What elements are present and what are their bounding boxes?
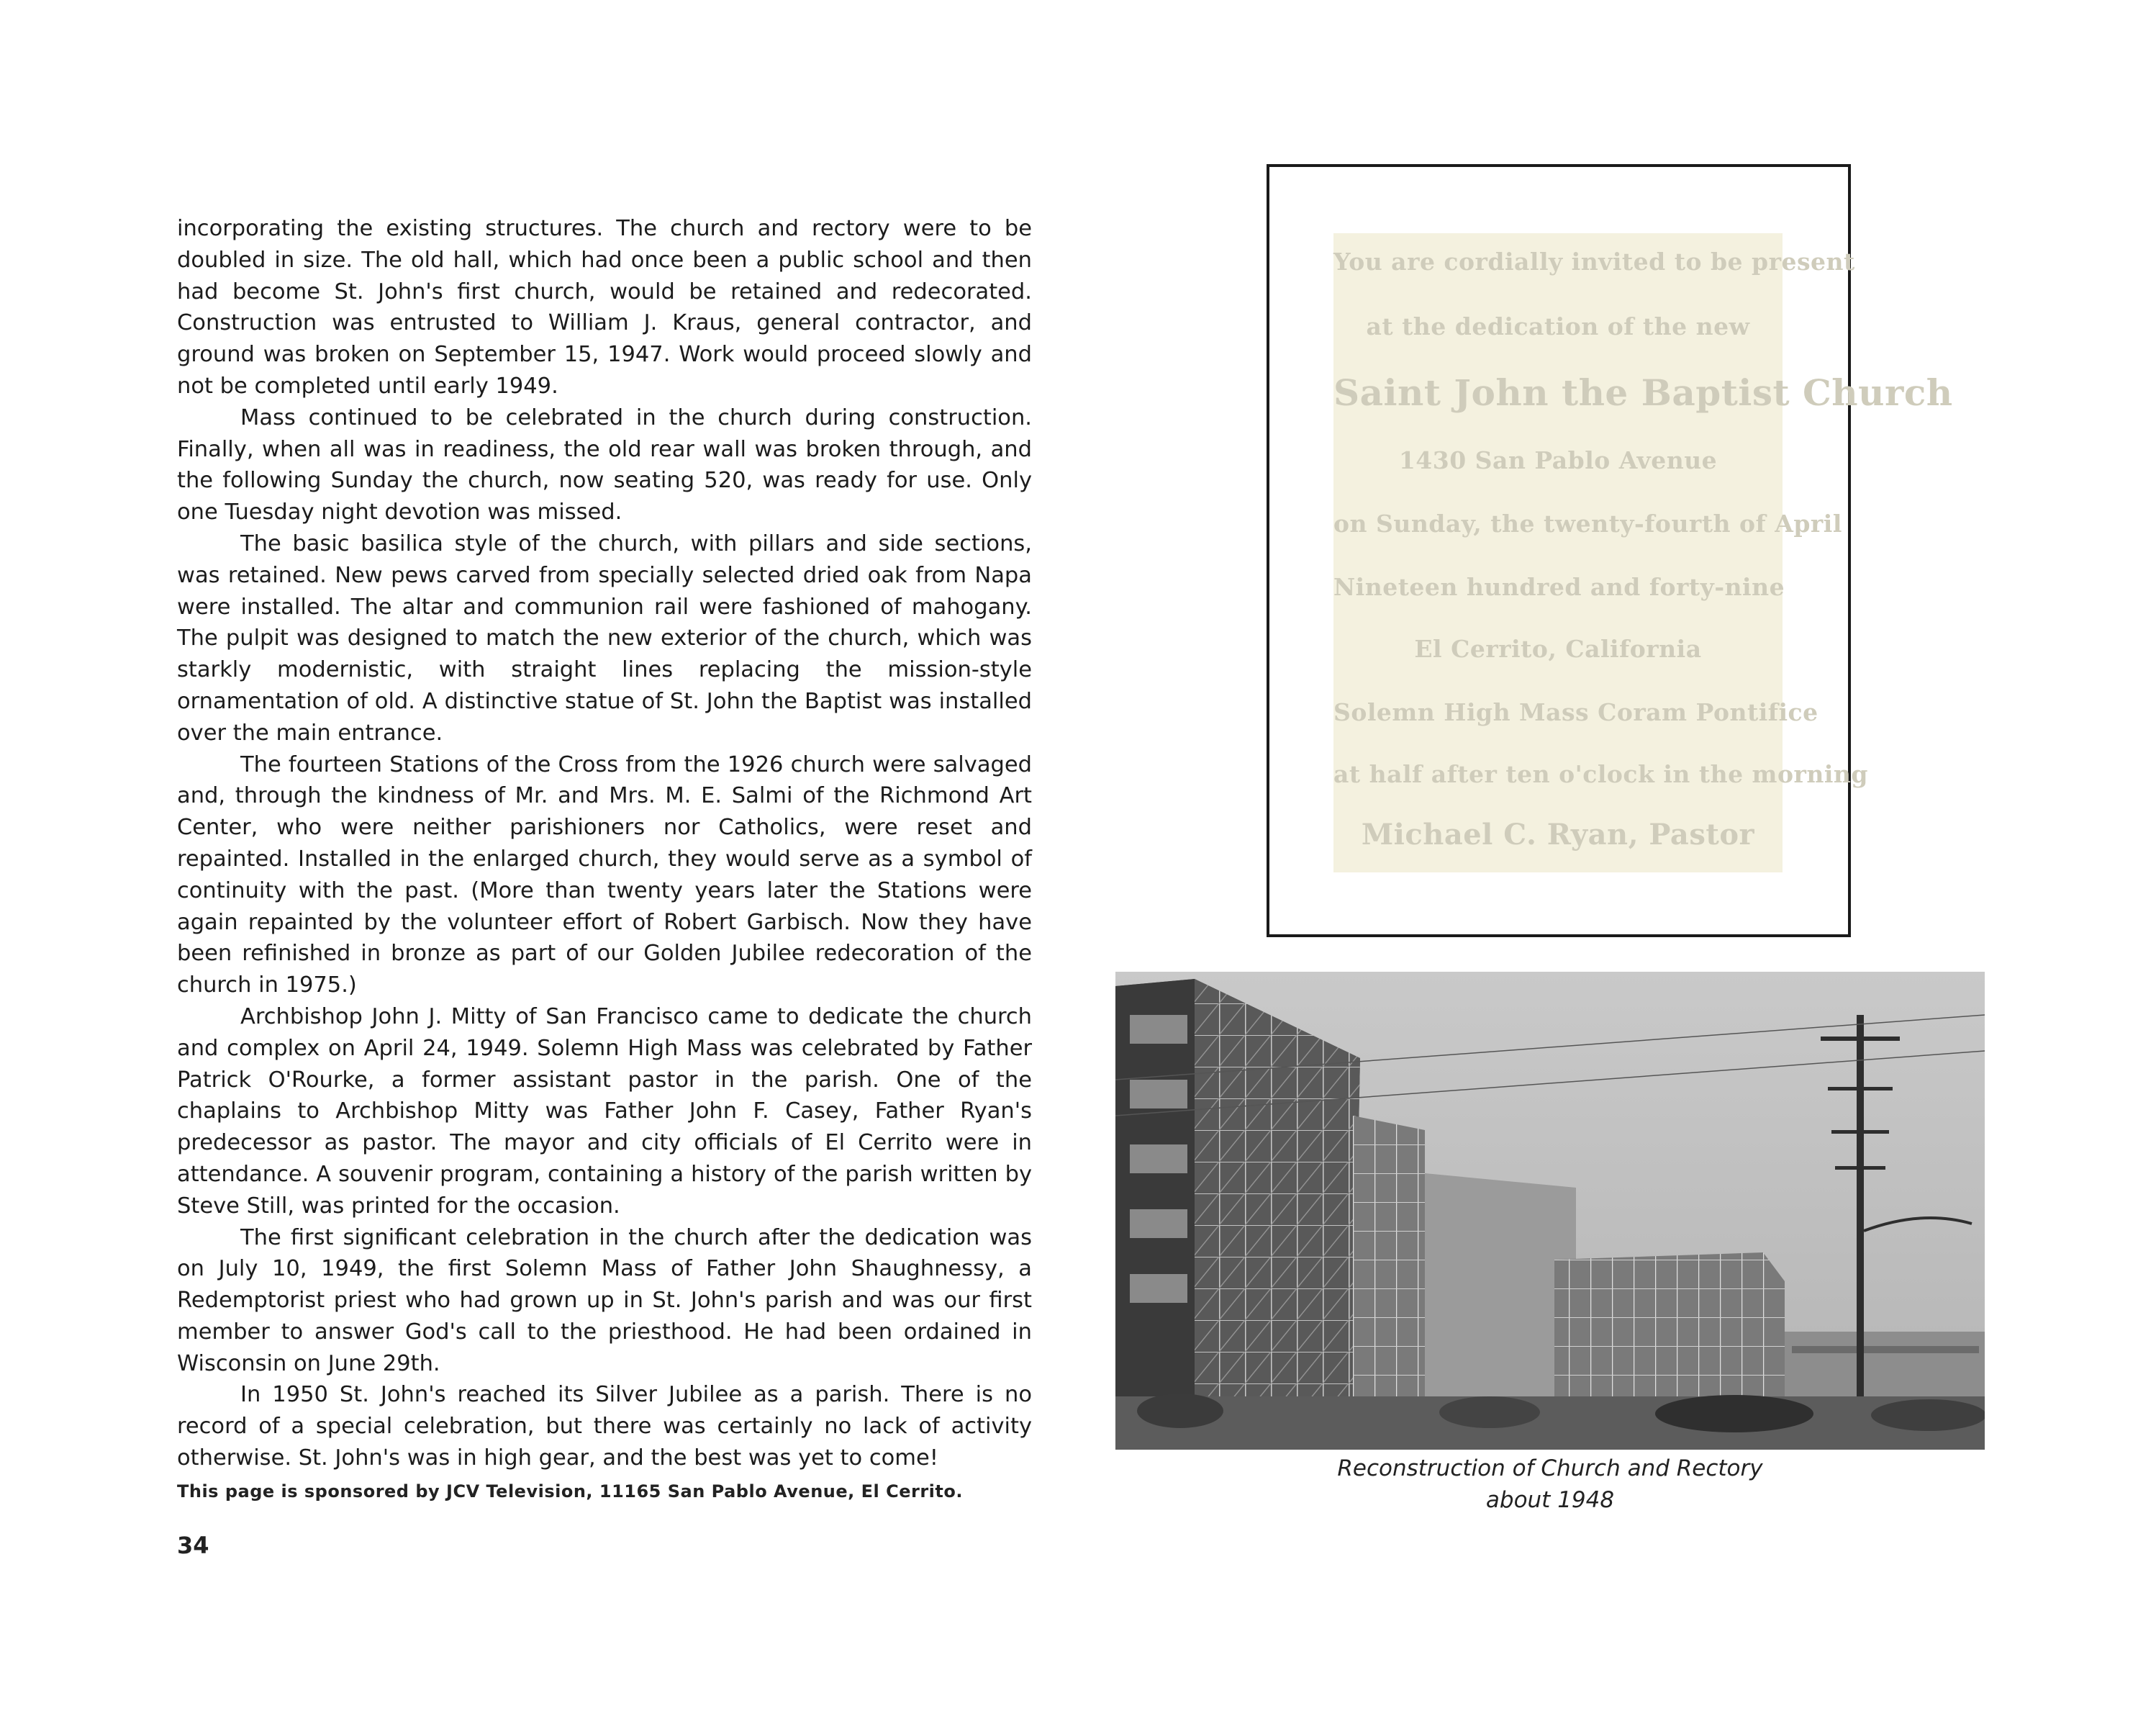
reconstruction-photo xyxy=(1115,972,1985,1450)
invitation-line: You are cordially invited to be present xyxy=(1333,248,1855,276)
invitation-church-name: Saint John the Baptist Church xyxy=(1333,371,1953,414)
paragraph: Mass continued to be celebrated in the church during construction. Finally, when all was in readiness, the old rear wall was broken through, and the following Sunday the church, now seating 520, was ready for use. Only one Tuesday night devotion was missed. xyxy=(177,405,1032,525)
page-number: 34 xyxy=(177,1532,209,1559)
invitation-frame xyxy=(1267,164,1953,937)
invitation-card xyxy=(1333,233,1953,872)
photo-street-crowd xyxy=(1115,1394,1985,1450)
paragraph: Archbishop John J. Mitty of San Francisco came to dedicate the church and complex on April 24, 1949. Solemn High Mass was celebrated by Father Patrick O'Rourke, a former assistant pastor in the parish. One of the chaplains to Archbishop Mitty was Father John F. Casey, Father Ryan's predecessor as pastor. The mayor and city officials of El Cerrito were in attendance. A souvenir program, containing a history of the parish written by Steve Still, was printed for the occasion. xyxy=(177,1003,1032,1219)
paragraph: The fourteen Stations of the Cross from the 1926 church were salvaged and, through the kindness of Mr. and Mrs. M. E. Salmi of the Richmond Art Center, who were neither parishioners nor Catholics, were reset and repainted. Installed in the enlarged church, they would serve as a symbol of continuity with the past. (More than twenty years later the Stations were again repainted by the volunteer effort of Robert Garbisch. Now they have been refinished in bronze as part of our Golden Jubilee redecoration of the church in 1975.) xyxy=(177,751,1032,998)
paragraph: The first significant celebration in the church after the dedication was on July 10, 1949, the first Solemn Mass of Father John Shaughnessy, a Redemptorist priest who had grown up in St. John's parish and was our first member to answer God's call to the priesthood. He had been ordained in Wisconsin on June 29th. xyxy=(177,1224,1032,1376)
paragraph: incorporating the existing structures. The church and rectory were to be doubled in size. The old hall, which had once been a public school and then had become St. John's first church, would be retained and redecorated. Construction was entrusted to William J. Kraus, general contractor, and ground was broken on September 15, 1947. Work would proceed slowly and not be completed until early 1949. xyxy=(177,216,1032,399)
invitation-line: at the dedication of the new xyxy=(1366,312,1750,340)
paragraph: The basic basilica style of the church, with pillars and side sections, was retained. New pews carved from specially selected dried oak from Napa were installed. The altar and communion rail were fashioned of mahogany. The pulpit was designed to match the new exterior of the church, which was starkly modernistic, with straight lines replacing the mission-style ornamentation of old. A distinctive statue of St. John the Baptist was installed over the main entrance. xyxy=(177,530,1032,746)
invitation-line: Nineteen hundred and forty-nine xyxy=(1333,573,1785,601)
caption-line: Reconstruction of Church and Rectory xyxy=(1337,1455,1763,1481)
photo-main-building xyxy=(1115,979,1360,1418)
photo-caption xyxy=(1115,1453,1985,1516)
caption-line: about 1948 xyxy=(1485,1487,1615,1513)
invitation-line: 1430 San Pablo Avenue xyxy=(1398,446,1718,474)
invitation-line: on Sunday, the twenty-fourth of April xyxy=(1333,510,1842,538)
article-body xyxy=(177,213,1032,1474)
invitation-signature: Michael C. Ryan, Pastor xyxy=(1361,818,1755,852)
paragraph: In 1950 St. John's reached its Silver Jubilee as a parish. There is no record of a special celebration, but there was certainly no lack of activity otherwise. St. John's was in high gear, and the best was yet to come! xyxy=(177,1382,1032,1471)
sponsor-note: This page is sponsored by JCV Television, 11165 San Pablo Avenue, El Cerrito. xyxy=(177,1481,963,1502)
invitation-line: El Cerrito, California xyxy=(1414,635,1702,663)
invitation-line: at half after ten o'clock in the morning xyxy=(1333,760,1868,788)
invitation-line: Solemn High Mass Coram Pontifice xyxy=(1333,698,1818,726)
